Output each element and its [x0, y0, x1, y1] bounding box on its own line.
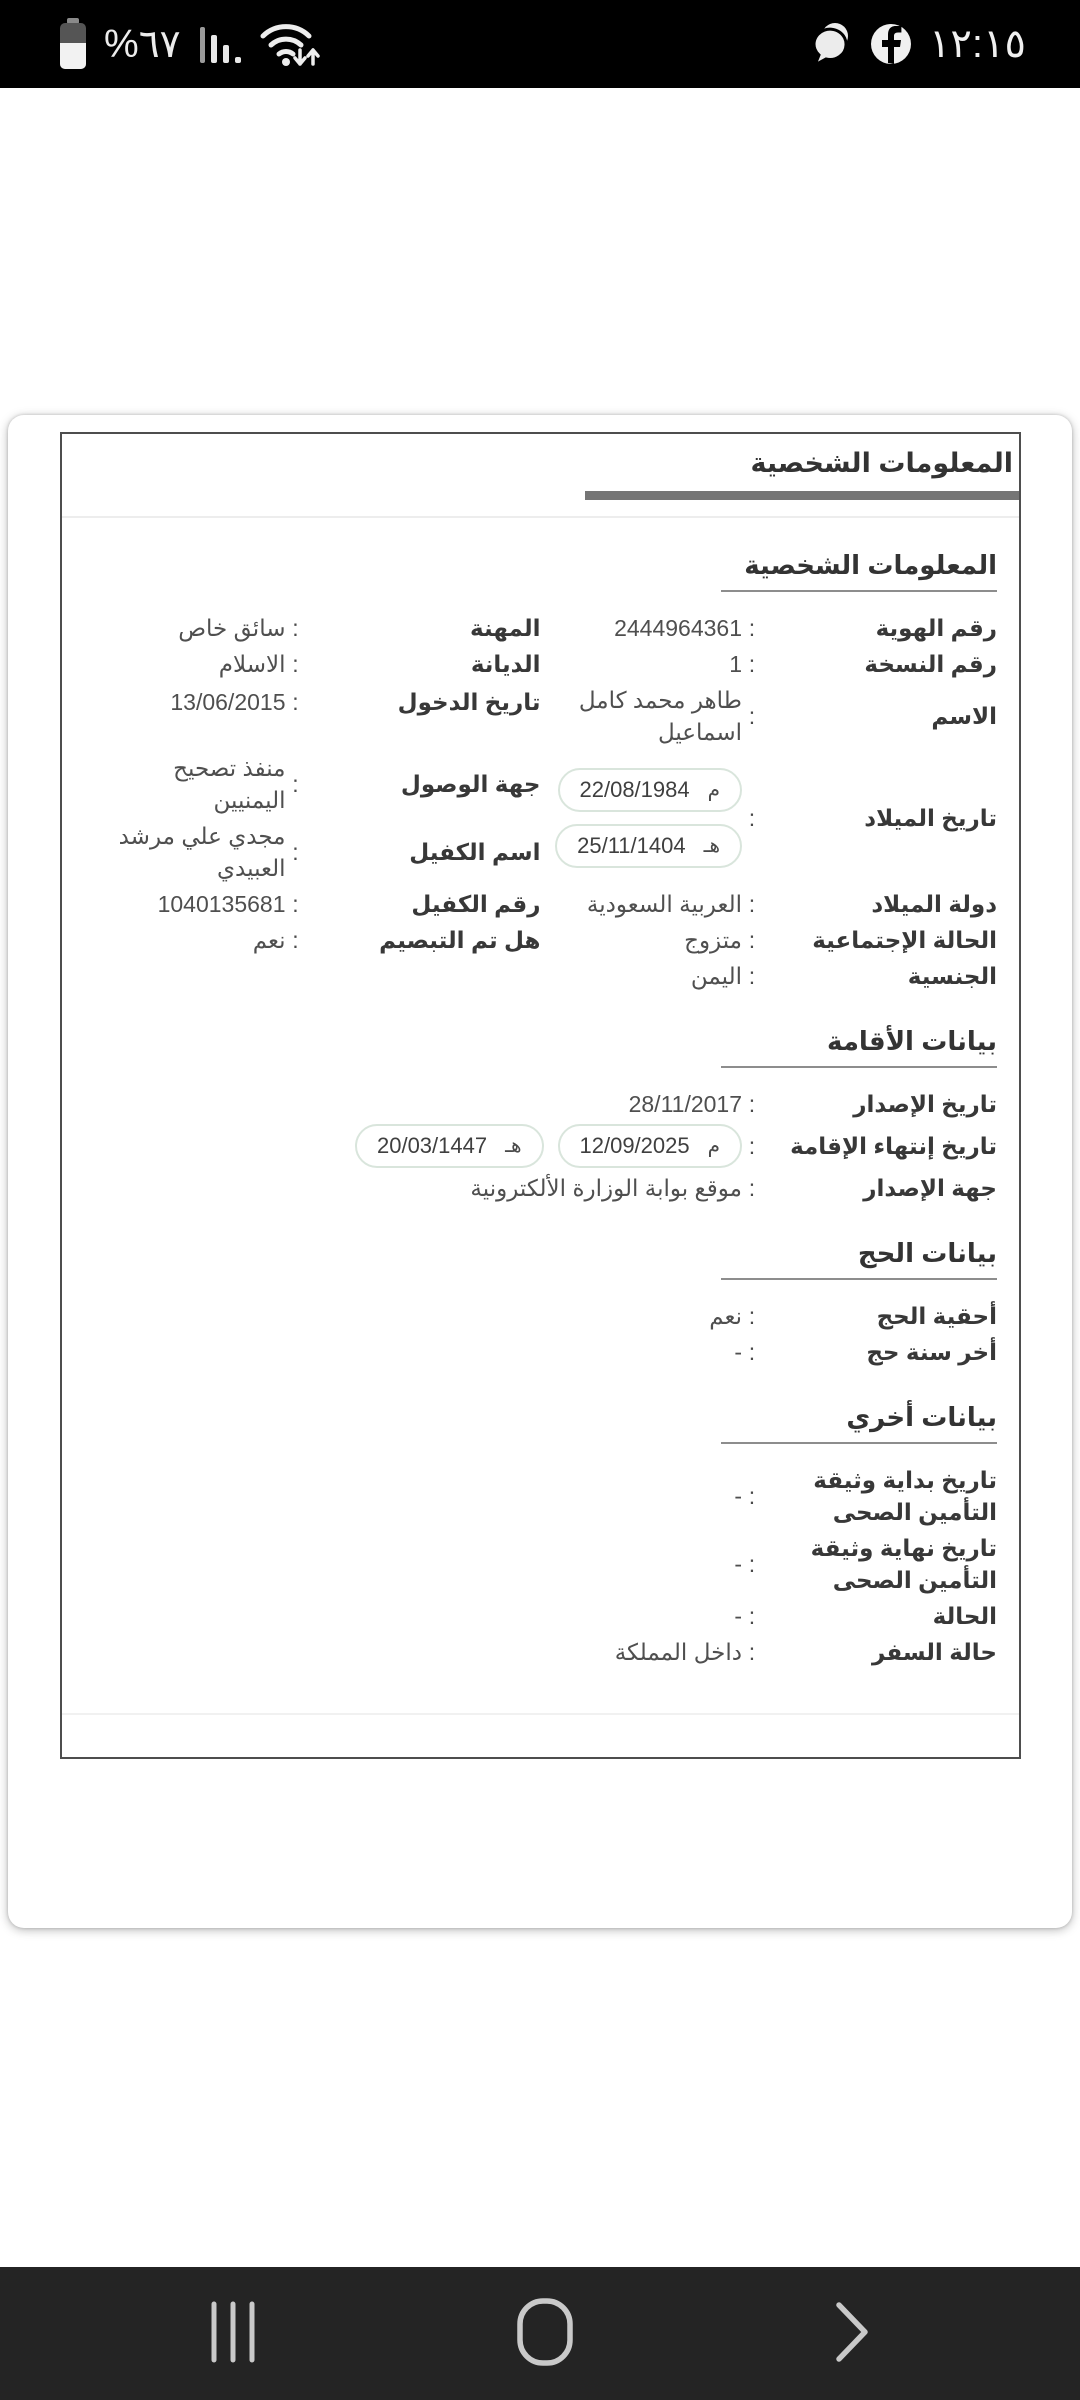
- field-label: جهة الإصدار: [863, 1175, 997, 1201]
- field-nationality: [541, 958, 998, 994]
- section-heading-other: بيانات أخري: [846, 1402, 997, 1432]
- hijri-date-pill: [555, 824, 742, 868]
- colon-separator: [742, 960, 762, 992]
- table-row: [84, 610, 997, 646]
- hijri-date-pill: [355, 1124, 544, 1168]
- field-label: الحالة الإجتماعية: [812, 927, 997, 953]
- gregorian-date-pill: [558, 768, 743, 812]
- field-label: دولة الميلاد: [871, 891, 997, 917]
- field-value: الاسلام: [218, 651, 286, 677]
- field-last-hajj-year: [84, 1334, 997, 1370]
- field-value: نعم: [252, 927, 286, 953]
- tab-personal-information[interactable]: المعلومات الشخصية: [750, 448, 1013, 478]
- field-label: تاريخ بداية وثيقة التأمين الصحى: [813, 1467, 997, 1525]
- colon-separator: [286, 924, 306, 956]
- field-label: رقم الكفيل: [411, 891, 541, 917]
- home-button[interactable]: [516, 2297, 574, 2370]
- field-label: جهة الوصول: [400, 771, 541, 797]
- personal-rows: [84, 610, 997, 994]
- field-birth-date: [541, 750, 998, 886]
- field-fingerprinted: [84, 922, 541, 958]
- colon-separator: [742, 888, 762, 920]
- colon-separator: [742, 1600, 762, 1632]
- field-occupation: [84, 610, 541, 646]
- field-religion: [84, 646, 541, 682]
- hijri-calendar-letter: هـ: [505, 1135, 522, 1157]
- field-label: رقم النسخة: [864, 651, 997, 677]
- table-row: [84, 682, 997, 750]
- active-tab-indicator: [585, 491, 1019, 500]
- field-label: أحقية الحج: [876, 1303, 997, 1329]
- table-row: [84, 886, 997, 922]
- colon-separator: [742, 924, 762, 956]
- field-travel-status: [84, 1634, 997, 1670]
- table-row: [84, 750, 997, 886]
- report-frame: [60, 432, 1021, 1759]
- android-navigation-bar: [0, 2267, 1080, 2400]
- field-value: منفذ تصحيح اليمنيين: [173, 755, 286, 813]
- colon-separator: [742, 612, 762, 644]
- field-label: أخر سنة حج: [866, 1339, 997, 1365]
- gregorian-date: 22/08/1984: [579, 777, 690, 802]
- field-insurance-start: [84, 1462, 997, 1530]
- field-value: 13/06/2015: [170, 689, 286, 715]
- colon-separator: [742, 1480, 762, 1512]
- section-heading-personal: المعلومات الشخصية: [744, 550, 997, 580]
- hijri-calendar-letter: هـ: [703, 835, 720, 857]
- field-value: -: [734, 1603, 742, 1629]
- back-button[interactable]: [832, 2299, 872, 2368]
- field-marital-status: [541, 922, 998, 958]
- colon-separator: [286, 888, 306, 920]
- birth-date-pills: [555, 764, 742, 872]
- field-value: -: [734, 1339, 742, 1365]
- field-label: حالة السفر: [872, 1639, 997, 1665]
- colon-separator: [742, 700, 762, 732]
- colon-separator: [286, 768, 306, 800]
- expiry-date-pills: [355, 1124, 742, 1168]
- field-label: تاريخ إنتهاء الإقامة: [790, 1133, 997, 1159]
- hajj-rows: [84, 1298, 997, 1370]
- field-label: اسم الكفيل: [409, 839, 541, 865]
- table-row: [84, 646, 997, 682]
- field-sponsor-name: [84, 818, 541, 886]
- arrival-sponsor-column: [84, 750, 541, 886]
- back-chevron-icon: [832, 2299, 872, 2368]
- header-divider: [62, 516, 1019, 518]
- colon-separator: [286, 836, 306, 868]
- field-value: 1040135681: [157, 891, 286, 917]
- battery-icon: [58, 17, 88, 71]
- section-heading-residence: بيانات الأقامة: [827, 1026, 997, 1056]
- field-value: سائق خاص: [178, 615, 286, 641]
- colon-separator: [286, 648, 306, 680]
- hijri-date: 20/03/1447: [376, 1133, 488, 1158]
- field-birth-country: [541, 886, 998, 922]
- home-icon: [516, 2297, 574, 2370]
- hijri-date: 25/11/1404: [577, 833, 686, 858]
- clock: ١٢:١٥: [928, 22, 1026, 66]
- chat-bubble-icon: [807, 21, 853, 67]
- field-name: [541, 682, 998, 750]
- colon-separator: [286, 686, 306, 718]
- field-label: المهنة: [470, 615, 541, 641]
- field-value: 2444964361: [614, 615, 742, 641]
- other-rows: [84, 1462, 997, 1670]
- field-issue-place: [84, 1170, 997, 1206]
- field-id-number: [541, 610, 998, 646]
- colon-separator: [742, 1130, 762, 1162]
- report-card: [8, 415, 1072, 1928]
- field-label: رقم الهوية: [875, 615, 997, 641]
- field-value: موقع بوابة الوزارة الألكترونية: [470, 1175, 742, 1201]
- section-underline: [721, 1066, 997, 1068]
- section-underline: [721, 1278, 997, 1280]
- colon-separator: [286, 612, 306, 644]
- recents-icon: [208, 2299, 258, 2368]
- colon-separator: [742, 1548, 762, 1580]
- field-label: الجنسية: [907, 963, 997, 989]
- field-label: تاريخ نهاية وثيقة التأمين الصحى: [810, 1535, 997, 1593]
- field-value: طاهر محمد كامل اسماعيل: [578, 687, 742, 745]
- field-value: اليمن: [690, 963, 742, 989]
- field-label: الاسم: [931, 703, 997, 729]
- battery-percent: %٦٧: [104, 22, 181, 66]
- gregorian-calendar-letter: م: [707, 1135, 720, 1157]
- field-entry-date: [84, 682, 541, 750]
- field-value: نعم: [709, 1303, 742, 1329]
- facebook-icon: [869, 22, 913, 66]
- field-value: مجدي علي مرشد العبيدي: [118, 823, 286, 881]
- empty-cell: [84, 958, 541, 994]
- recents-button[interactable]: [208, 2299, 258, 2368]
- field-label: الديانة: [470, 651, 541, 677]
- colon-separator: [742, 1300, 762, 1332]
- field-label: تاريخ الدخول: [397, 689, 541, 715]
- field-status: [84, 1598, 997, 1634]
- field-value: -: [734, 1483, 742, 1509]
- field-value: العربية السعودية: [586, 891, 742, 917]
- field-label: تاريخ الميلاد: [864, 805, 997, 831]
- field-insurance-end: [84, 1530, 997, 1598]
- status-bar-right: [807, 21, 1026, 67]
- field-copy-number: [541, 646, 998, 682]
- colon-separator: [742, 802, 762, 834]
- field-value: متزوج: [684, 927, 742, 953]
- report-content: [62, 548, 1019, 1670]
- report-footer-divider: [62, 1713, 1019, 1715]
- field-value: داخل المملكة: [614, 1639, 742, 1665]
- colon-separator: [742, 1336, 762, 1368]
- field-sponsor-number: [84, 886, 541, 922]
- section-heading-hajj: بيانات الحج: [857, 1238, 997, 1268]
- field-issue-date: [84, 1086, 997, 1122]
- section-underline: [721, 590, 997, 592]
- signal-strength-icon: [197, 21, 243, 67]
- residence-rows: [84, 1086, 997, 1206]
- wifi-icon: [259, 18, 321, 70]
- field-value: 1: [729, 651, 742, 677]
- colon-separator: [742, 1088, 762, 1120]
- field-label: تاريخ الإصدار: [853, 1091, 997, 1117]
- colon-separator: [742, 648, 762, 680]
- field-expiry-date: [84, 1122, 997, 1170]
- field-arrival-port: [84, 750, 541, 818]
- field-label: هل تم التبصيم: [379, 927, 541, 953]
- colon-separator: [742, 1636, 762, 1668]
- status-bar: [0, 0, 1080, 88]
- status-bar-left: [58, 17, 321, 71]
- table-row: [84, 958, 997, 994]
- gregorian-date: 12/09/2025: [579, 1133, 690, 1158]
- field-hajj-eligibility: [84, 1298, 997, 1334]
- field-label: الحالة: [932, 1603, 997, 1629]
- field-value: -: [734, 1551, 742, 1577]
- field-value: 28/11/2017: [628, 1091, 742, 1117]
- gregorian-date-pill: [558, 1124, 743, 1168]
- section-underline: [721, 1442, 997, 1444]
- colon-separator: [742, 1172, 762, 1204]
- table-row: [84, 922, 997, 958]
- gregorian-calendar-letter: م: [707, 779, 720, 801]
